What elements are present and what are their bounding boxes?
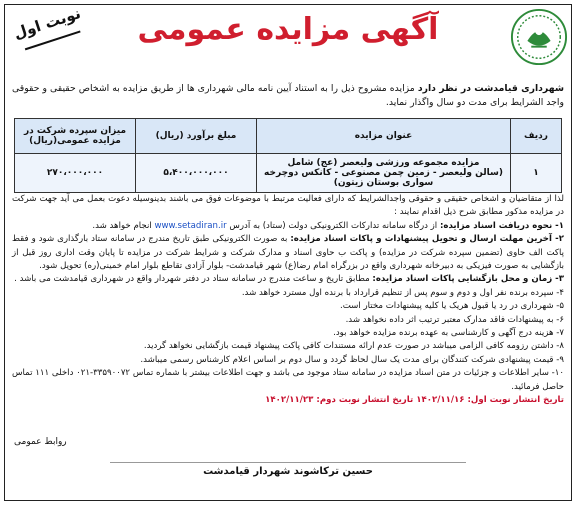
condition-2-title: ۲- آخرین مهلت ارسال و تحویل پیشنهادات و پاکات اسناد مزایده: <box>290 234 564 245</box>
mayor-signature: حسین ترکاشوند شهردار قیامدشت <box>203 466 373 477</box>
auction-table <box>14 118 562 193</box>
condition-3 <box>12 273 564 286</box>
condition-7: ۷- هزینه درج آگهی و کارشناسی به عهده برنده مزایده خواهد بود. <box>333 328 564 339</box>
condition-3-text: مطابق تاریخ و ساعت مندرج در سامانه ستاد در دفتر شهردار واقع در شهرداری قیامدشت می باشد . <box>14 274 373 285</box>
condition-2-text: به صورت الکترونیکی طبق تاریخ مندرج در سامانه ستاد بارگذاری شود و فقط پاکت الف حاوی (تضمین سپرده شرکت در مزایده) و پاکت ب حاوی اسناد و مدارک شرکت و شرایط شرکت در مزایده تا پایان وقت اداری روز قبل از بازگشایی به صورت فیزیکی به دبیرخانه شهرداری واقع در بزرگراه امام رضا(ع) شهر قیامدشت- بلوار آزادی تقاطع بلوار امام خمینی(ره) تحویل شود. <box>12 234 564 272</box>
condition-2 <box>12 233 564 273</box>
condition-5: ۵- شهرداری در رد یا قبول هریک یا کلیه پیشنهادات مختار است. <box>339 301 564 312</box>
condition-9: ۹- قیمت پیشنهادی شرکت کنندگان برای مدت یک سال لحاظ گردد و سال دوم بر اساس اعلام کارشناس رسمی میباشد. <box>140 354 564 365</box>
col-row: ردیف <box>511 119 562 154</box>
condition-3-title: ۳- زمان و محل بازگشایی پاکات اسناد مزایده: <box>372 274 564 285</box>
intro-text: مزایده مشروح ذیل را به استناد آیین نامه مالی شهرداری ها از طریق مزایده به اشخاص حقیقی و حقوقی واجد الشرایط برای مدت دو سال واگذار نماید. <box>12 83 564 108</box>
page-title: آگهی مزایده عمومی <box>137 12 439 47</box>
pub1-label: تاریخ انتشار نوبت اول: <box>467 395 564 406</box>
cell-row: ۱ <box>511 154 562 193</box>
pub1-date: ۱۴۰۲/۱۱/۱۶ <box>416 395 465 406</box>
table-row <box>15 154 562 193</box>
cell-base: ۵،۴۰۰،۰۰۰،۰۰۰ <box>136 154 257 193</box>
col-deposit: میزان سپرده شرکت در مزایده عمومی(ریال) <box>15 119 136 154</box>
intro-org: شهرداری قیامدشت در نظر دارد <box>417 83 564 94</box>
condition-6: ۶- به پیشنهادات فاقد مدارک معتبر ترتیب اثر داده نخواهد شد. <box>345 314 564 325</box>
condition-10: ۱۰- سایر اطلاعات و جزئیات در متن اسناد مزایده در سامانه ستاد موجود می باشد و جهت اطلاعات بیشتر با شماره تماس ۳۳۵۹۰۰۷۲-۰۲۱ داخلی ۱۱۱ تماس حاصل فرمائید. <box>12 368 565 392</box>
cell-title-line2: (سالن ولیعصر - زمین چمن مصنوعی - کانکس دوچرخه سواری بوستان زیتون) <box>264 168 503 188</box>
publish-dates <box>12 394 564 407</box>
cell-title-line1: مزایده مجموعه ورزشی ولیعصر (عج) شامل <box>287 158 480 168</box>
cell-deposit: ۲۷۰،۰۰۰،۰۰۰ <box>15 154 136 193</box>
pub2-date: ۱۴۰۲/۱۱/۲۳ <box>265 395 314 406</box>
col-base: مبلغ برآورد (ریال) <box>136 119 257 154</box>
condition-intro: لذا از متقاضیان و اشخاص حقیقی و حقوقی واجدالشرایط که دارای فعالیت مرتبط با موضوعات فوق می باشند بدینوسیله دعوت بعمل می آید جهت شرکت در مزایده مذکور مطابق شرح ذیل اقدام نمایند : <box>12 194 564 218</box>
condition-1 <box>12 220 564 233</box>
condition-4: ۴- سپرده برنده نفر اول و دوم و سوم پس از تنظیم قرارداد با برنده اول مسترد خواهد شد. <box>241 287 564 298</box>
condition-1-text-b: انجام خواهد شد. <box>92 220 155 231</box>
table-header-row <box>15 119 562 154</box>
cell-title <box>257 154 511 193</box>
intro-paragraph <box>12 82 564 110</box>
condition-8: ۸- داشتن رزومه کافی الزامی میباشد در صورت عدم ارائه مستندات کافی پاکت پیشنهاد قیمت بازگشایی نخواهد گردید. <box>143 341 564 352</box>
condition-1-title: ۱- نحوه دریافت اسناد مزایده: <box>439 220 564 231</box>
public-relations: روابط عمومی <box>14 437 67 447</box>
header <box>0 0 576 78</box>
setadiran-link[interactable]: www.setadiran.ir <box>154 220 227 231</box>
conditions <box>12 193 564 408</box>
pub2-label: تاریخ انتشار نوبت دوم: <box>316 395 414 406</box>
round-stamp-text: نوبت اول <box>11 4 83 43</box>
col-title: عنوان مزایده <box>257 119 511 154</box>
condition-1-text-a: از درگاه سامانه تدارکات الکترونیکی دولت (ستاد) به آدرس <box>229 220 440 231</box>
